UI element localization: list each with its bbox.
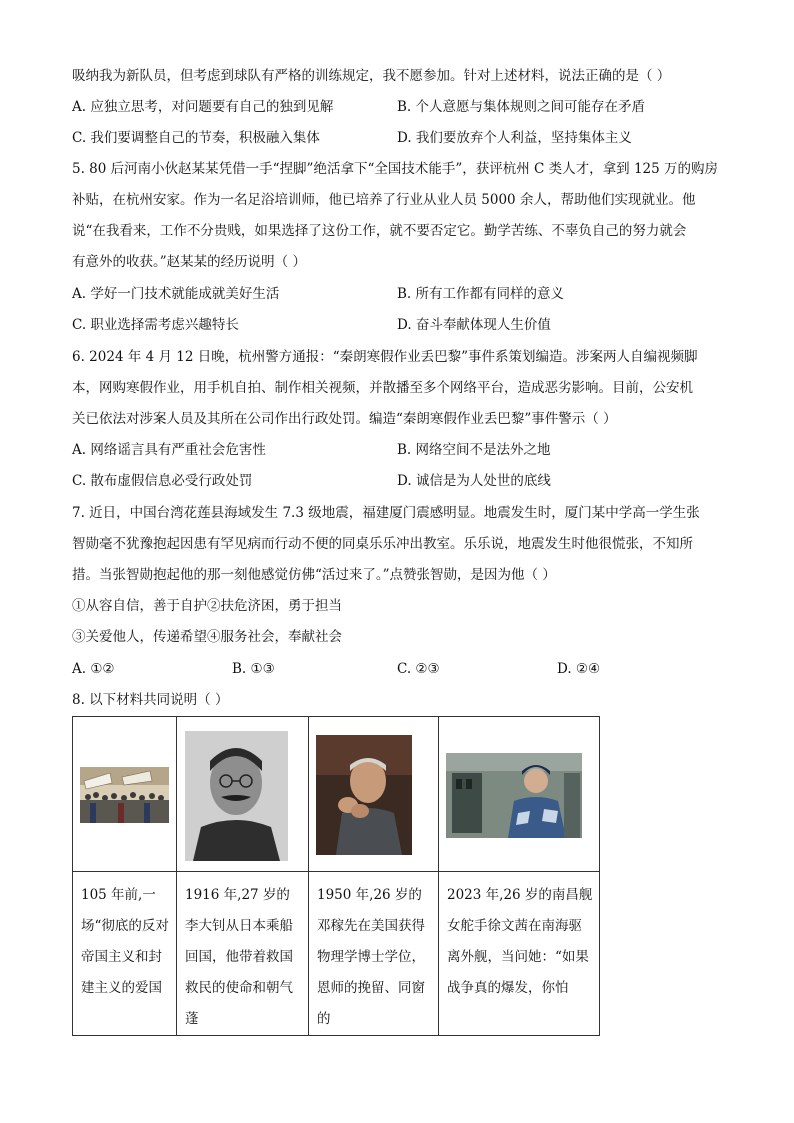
q5-option-d[interactable]: D. 奋斗奉献体现人生价值: [397, 317, 551, 333]
li-dazhao-portrait-image: [185, 731, 288, 861]
q7-stem-line-3: 措。当张智勋抱起他的那一刻他感觉仿佛“活过来了。”点赞张智勋，是因为他（ ）: [72, 567, 556, 583]
q8-image-cell-4: [439, 717, 600, 872]
q5-option-b[interactable]: B. 所有工作都有同样的意义: [397, 286, 565, 302]
q8-text-cell-3: 1950 年,26 岁的邓稼先在美国获得物理学博士学位，恩师的挽留、同窗的: [309, 872, 439, 1036]
q8-stem: 8. 以下材料共同说明（ ）: [72, 692, 229, 708]
q6-option-b[interactable]: B. 网络空间不是法外之地: [397, 442, 551, 458]
q5-stem-line-2: 补贴，在杭州安家。作为一名足浴培训师，他已培养了行业从业人员 5000 余人，帮助他们实现就业。他: [72, 192, 696, 208]
q7-option-b[interactable]: B. ①③: [232, 661, 275, 677]
q7-stem-line-2: 智勋毫不犹豫抱起因患有罕见病而行动不便的同桌乐乐冲出教室。乐乐说，地震发生时他很慌张，不知所: [72, 536, 693, 552]
q5-option-c[interactable]: C. 职业选择需考虑兴趣特长: [72, 317, 239, 333]
q6-option-c[interactable]: C. 散布虚假信息必受行政处罚: [72, 473, 253, 489]
q8-text-cell-2: 1916 年,27 岁的李大钊从日本乘船回国，他带着救国救民的使命和朝气蓬: [177, 872, 309, 1036]
q8-image-cell-1: [73, 717, 177, 872]
q6-stem-line-2: 本，网购寒假作业，用手机自拍、制作相关视频，并散播至多个网络平台，造成恶劣影响。目前，公安机: [72, 380, 693, 396]
q7-statements-2: ③关爱他人，传递希望④服务社会，奉献社会: [72, 629, 342, 645]
deng-jiaxian-photo-image: [316, 735, 412, 855]
q5-stem-line-4: 有意外的收获。”赵某某的经历说明（ ）: [72, 254, 306, 270]
q7-option-c[interactable]: C. ②③: [397, 661, 440, 677]
q7-option-d[interactable]: D. ②④: [557, 661, 601, 677]
navy-helmswoman-photo-image: [446, 753, 582, 838]
q4-stem-tail: 吸纳我为新队员，但考虑到球队有严格的训练规定，我不愿参加。针对上述材料，说法正确的是（ ）: [72, 68, 671, 84]
q7-statements-1: ①从容自信，善于自护②扶危济困，勇于担当: [72, 598, 342, 614]
q6-stem-line-3: 关已依法对涉案人员及其所在公司作出行政处罚。编造“秦朗寒假作业丢巴黎”事件警示（ ）: [72, 411, 617, 427]
q6-option-a[interactable]: A. 网络谣言具有严重社会危害性: [72, 442, 266, 458]
q4-option-c[interactable]: C. 我们要调整自己的节奏，积极融入集体: [72, 130, 320, 146]
q8-text-cell-1: 105 年前,一场“彻底的反对帝国主义和封建主义的爱国: [73, 872, 177, 1036]
q8-image-cell-3: [309, 717, 439, 872]
q8-material-table: [72, 716, 600, 1036]
q5-stem-line-1: 5. 80 后河南小伙赵某某凭借一手“捏脚”绝活拿下“全国技术能手”，获评杭州 C 类人才，拿到 125 万的购房: [72, 161, 719, 177]
q6-stem-line-1: 6. 2024 年 4 月 12 日晚，杭州警方通报：“秦朗寒假作业丢巴黎”事件系策划编造。涉案两人自编视频脚: [72, 349, 698, 365]
q8-text-cell-4: 2023 年,26 岁的南昌舰女舵手徐文茜在南海驱离外舰，当问她：“如果战争真的爆发，你怕: [439, 872, 600, 1036]
q6-option-d[interactable]: D. 诚信是为人处世的底线: [397, 473, 551, 489]
may-fourth-protest-image: [80, 767, 169, 823]
q5-stem-line-3: 说“在我看来，工作不分贵贱，如果选择了这份工作，就不要否定它。勤学苦练、不辜负自己的努力就会: [72, 223, 687, 239]
q7-option-a[interactable]: A. ①②: [72, 661, 115, 677]
q4-option-b[interactable]: B. 个人意愿与集体规则之间可能存在矛盾: [397, 99, 646, 115]
q4-option-d[interactable]: D. 我们要放弃个人利益，坚持集体主义: [397, 130, 632, 146]
q8-image-cell-2: [177, 717, 309, 872]
q5-option-a[interactable]: A. 学好一门技术就能成就美好生活: [72, 286, 280, 302]
q7-stem-line-1: 7. 近日，中国台湾花莲县海域发生 7.3 级地震，福建厦门震感明显。地震发生时，厦门某中学高一学生张: [72, 505, 700, 521]
q4-option-a[interactable]: A. 应独立思考，对问题要有自己的独到见解: [72, 99, 334, 115]
